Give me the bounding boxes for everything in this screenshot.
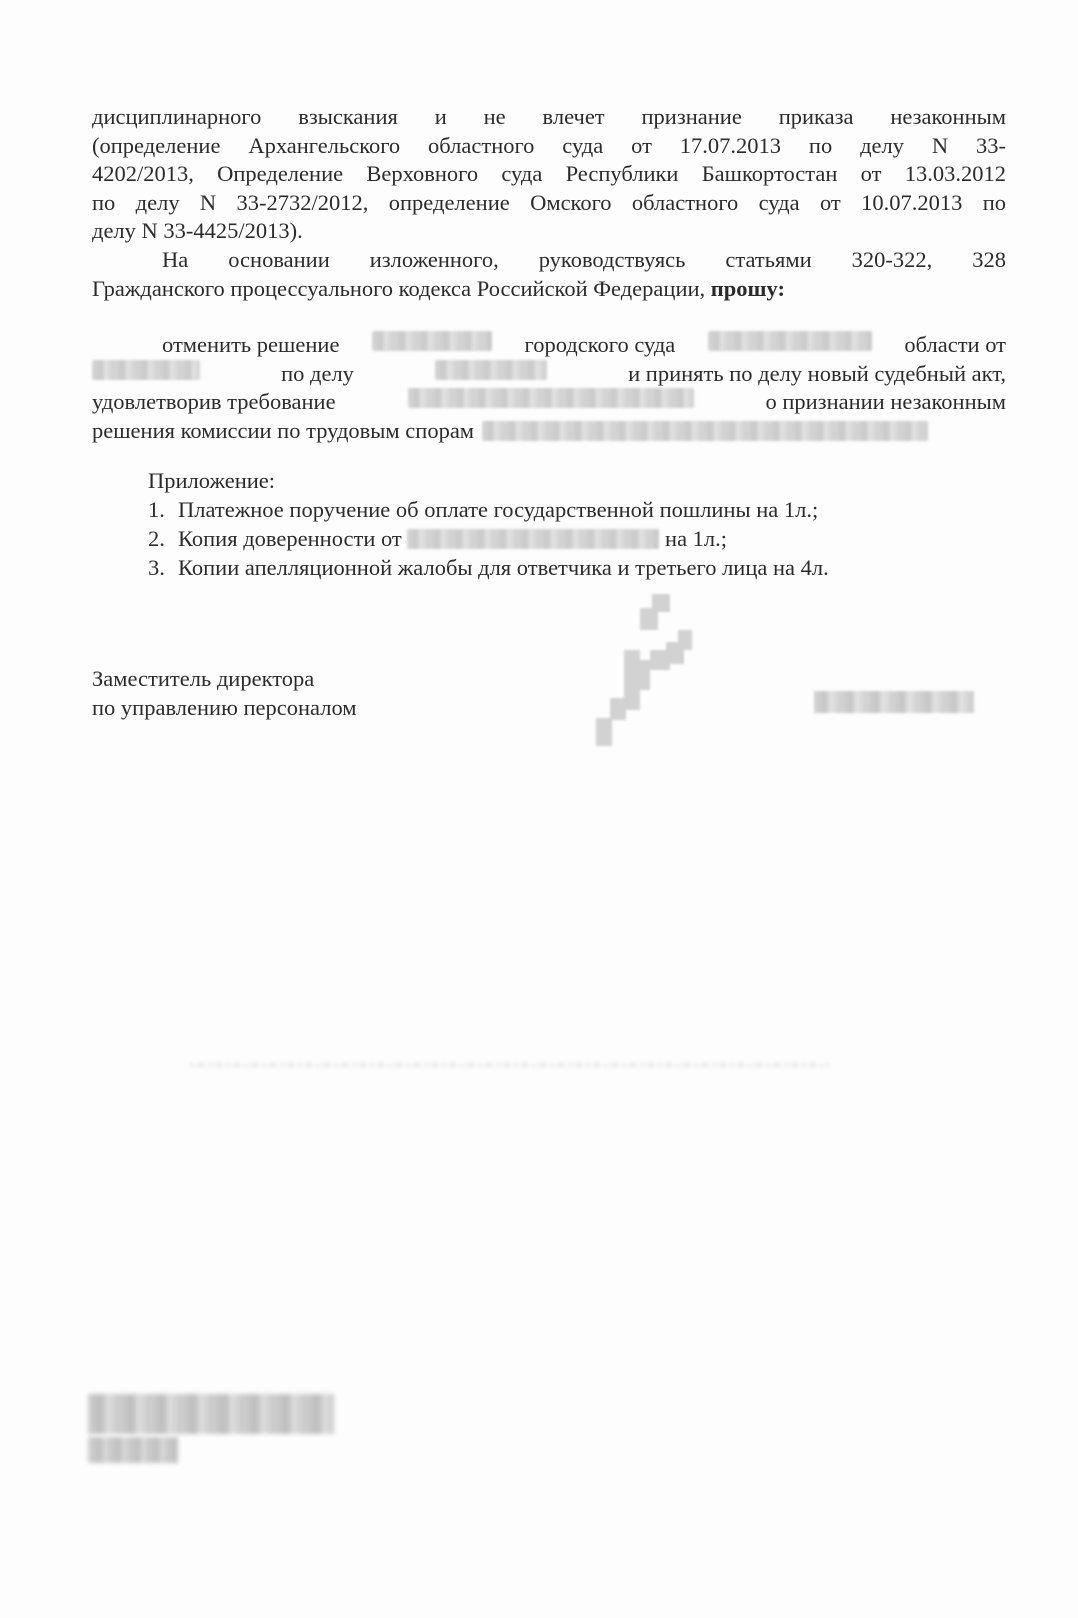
appendix-item <box>148 524 829 553</box>
appendix-item <box>148 553 829 582</box>
request-text: решения комиссии по трудовым спорам <box>92 417 475 443</box>
paragraph-line: делу N 33-4425/2013). <box>92 218 303 243</box>
appendix-item <box>148 495 829 524</box>
paragraph-line: дисциплинарного взыскания и не влечет признание приказа незаконным <box>92 104 1006 129</box>
redacted-signature <box>590 594 740 754</box>
request-text: о признании незаконным <box>765 389 1006 414</box>
appendix-heading: Приложение: <box>148 468 276 493</box>
appendix-item-text: Копия доверенности от <box>178 526 402 551</box>
appendix-item-text: Копии апелляционной жалобы для ответчика и третьего лица на 4л. <box>178 555 829 580</box>
request-keyword: прошу: <box>710 275 785 301</box>
basis-line-text: Гражданского процессуального кодекса Российской Федерации, <box>92 275 706 301</box>
paragraph-line: (определение Архангельского областного суда от 17.07.2013 по делу N 33- <box>92 132 1006 158</box>
redacted-signer-name <box>814 691 974 713</box>
request-text: городского суда <box>524 332 676 357</box>
basis-line: На основании изложенного, руководствуясь статьями 320-322, 328 <box>162 247 1006 272</box>
request-line <box>92 388 1006 417</box>
redacted-case-number <box>435 360 547 380</box>
request-text: отменить решение <box>162 332 340 357</box>
redacted-power-of-attorney-date <box>407 529 659 549</box>
appendix-item-number: 2. <box>148 526 165 551</box>
bleed-through-line <box>190 1062 830 1068</box>
request-line <box>92 360 1006 389</box>
appendix-item-text: Платежное поручение об оплате государственной пошлины на 1л.; <box>178 497 819 522</box>
appendix-item-number: 3. <box>148 555 165 580</box>
redacted-claimant-name <box>408 388 694 408</box>
redacted-executor-phone <box>88 1437 178 1463</box>
request-text: удовлетворив требование <box>92 389 336 414</box>
signer-block <box>92 664 357 722</box>
signer-title: Заместитель директора <box>92 666 315 691</box>
redacted-region-name <box>708 331 872 351</box>
paragraph-line: по делу N 33-2732/2012, определение Омского областного суда от 10.07.2013 по <box>92 189 1006 215</box>
request-line <box>92 331 1006 360</box>
basis-paragraph <box>92 246 1006 303</box>
request-text: области от <box>904 332 1006 357</box>
paragraph-line: 4202/2013, Определение Верховного суда Республики Башкортостан от 13.03.2012 <box>92 161 1006 186</box>
appendix-item-text: на 1л.; <box>665 526 728 551</box>
redacted-commission-details <box>482 421 928 441</box>
redacted-executor-name <box>88 1394 334 1434</box>
appendix-item-number: 1. <box>148 497 165 522</box>
redacted-court-name <box>372 331 492 351</box>
basis-line <box>92 275 1006 304</box>
request-block <box>92 331 1006 445</box>
request-text: и принять по делу новый судебный акт, <box>628 360 1006 386</box>
appendix <box>148 466 829 582</box>
request-text: по делу <box>281 360 354 386</box>
signer-title: по управлению персоналом <box>92 695 357 720</box>
redacted-date <box>92 360 200 380</box>
paragraph-continuation <box>92 103 1006 246</box>
request-line <box>92 417 1006 446</box>
